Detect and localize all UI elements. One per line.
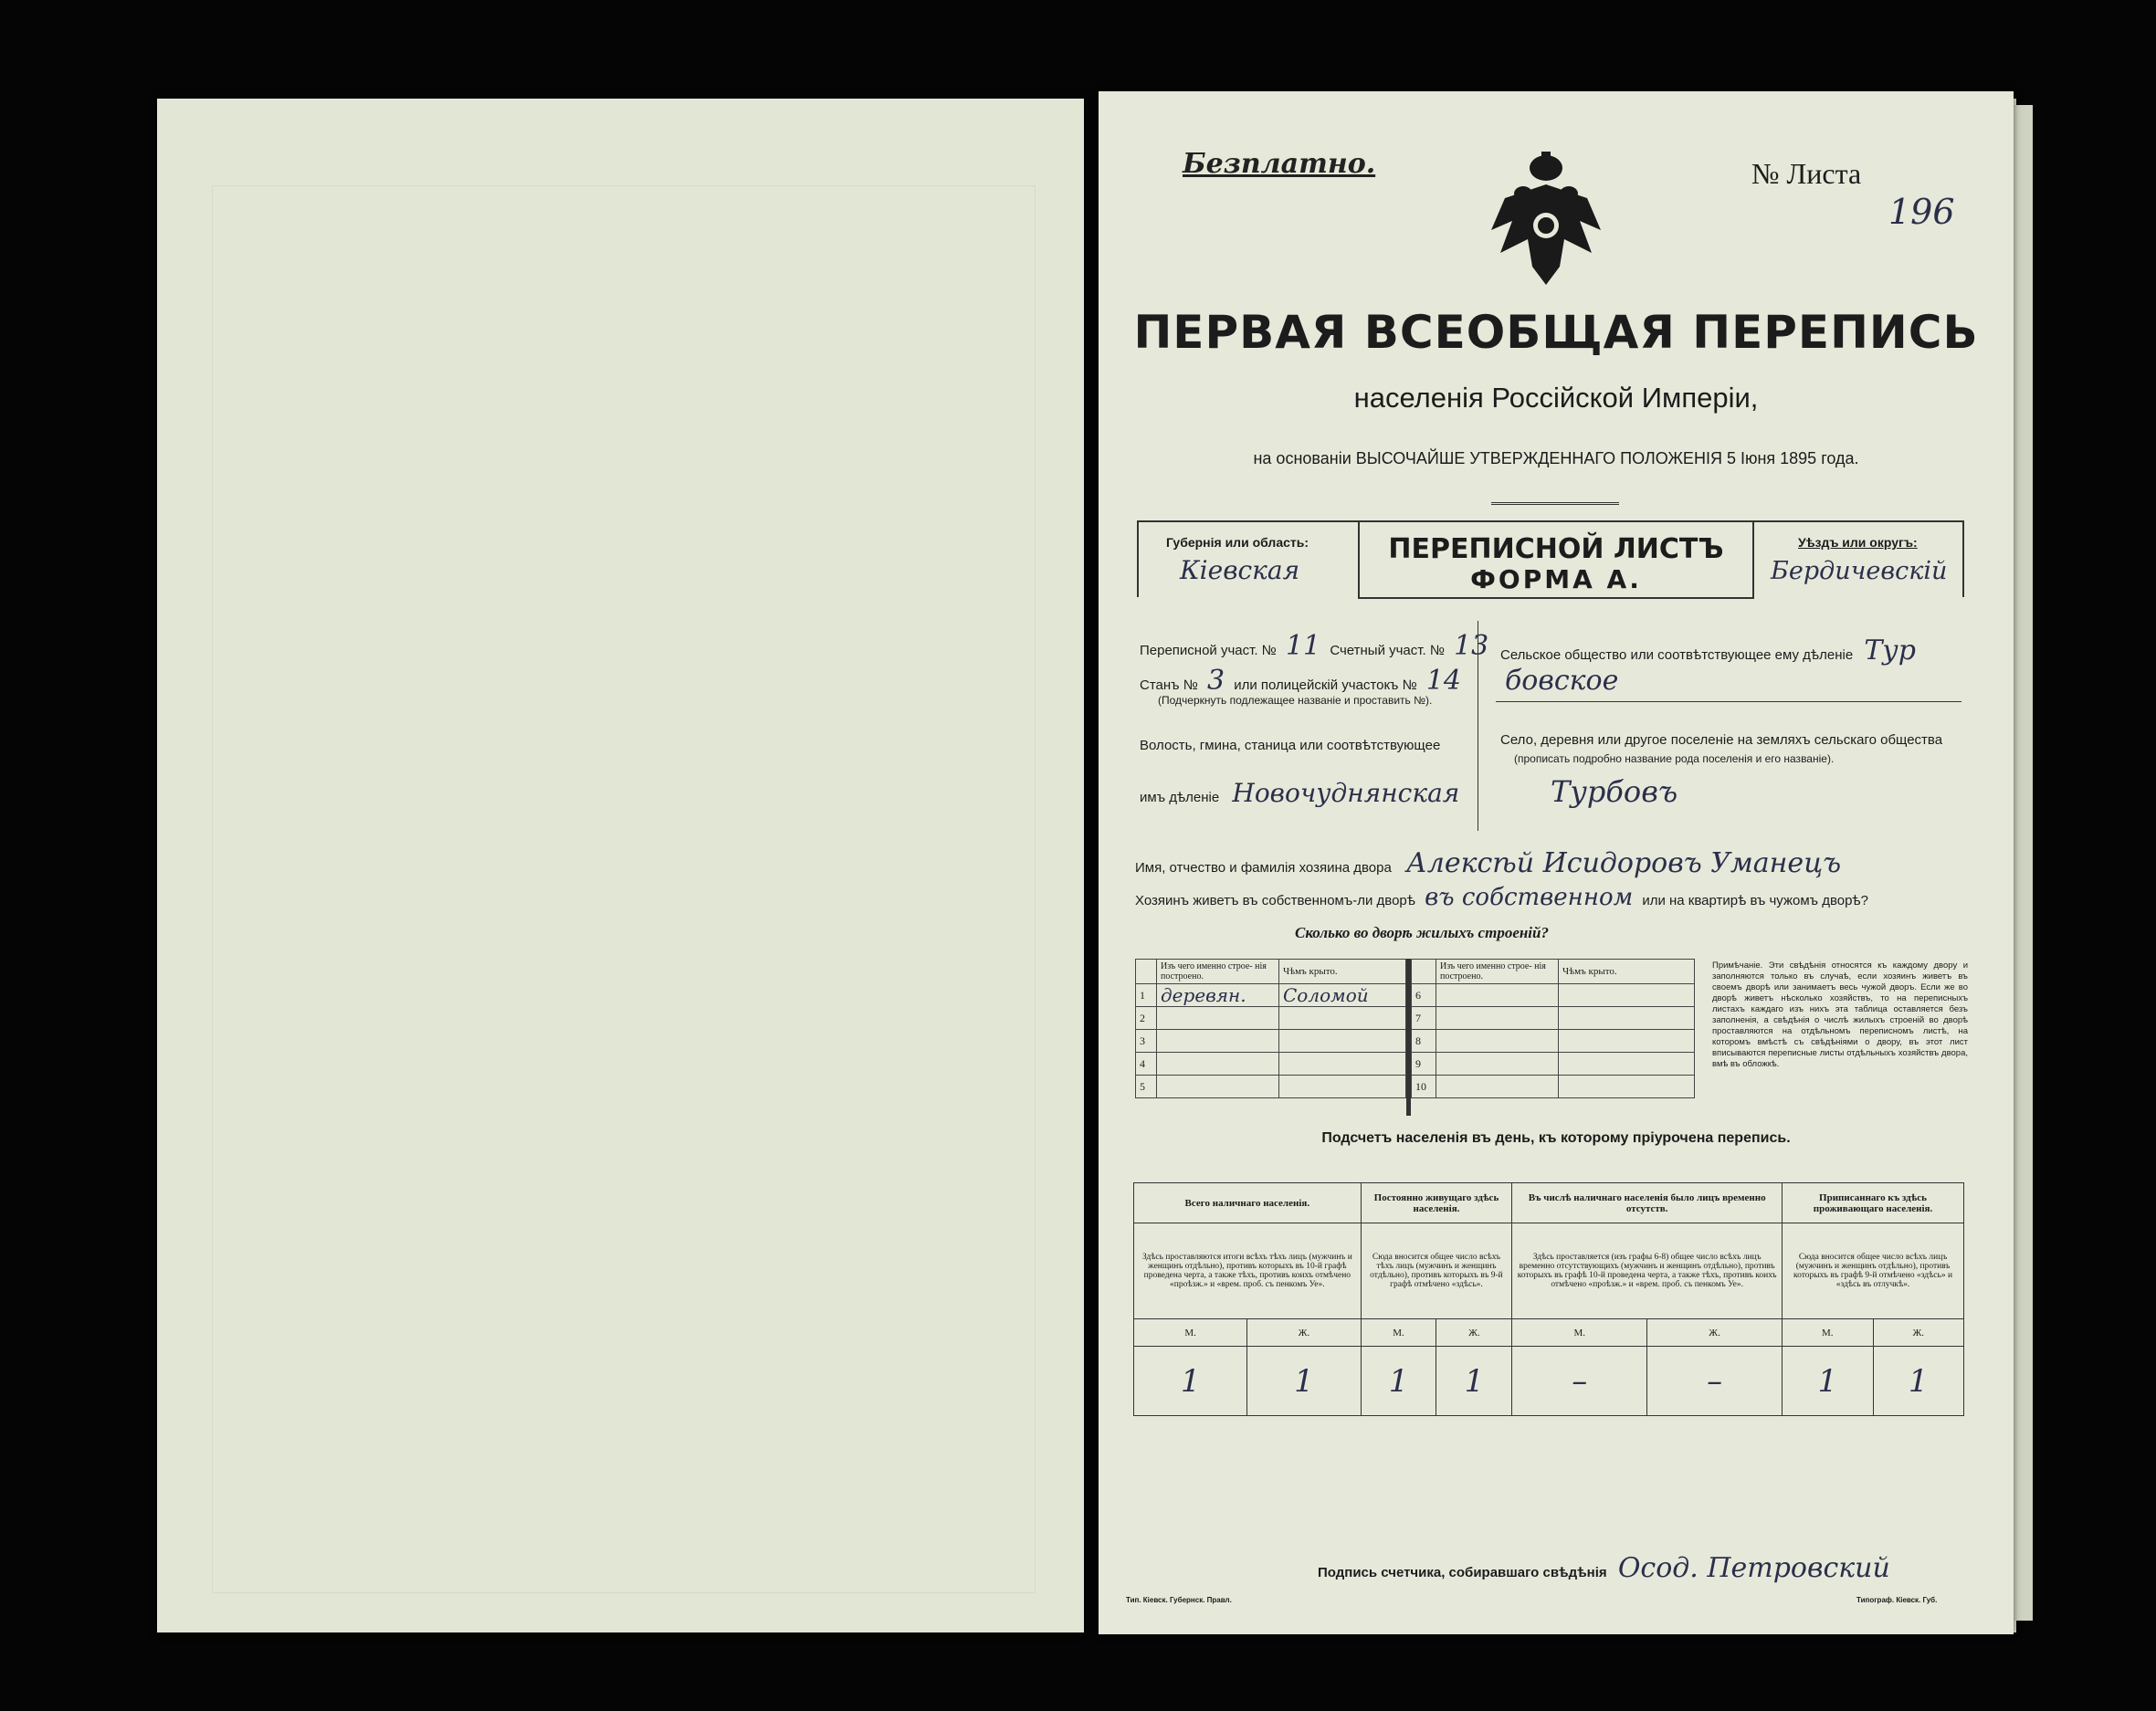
stan-label: Станъ №: [1140, 677, 1198, 693]
group-title: Приписаннаго къ здѣсь проживающаго населенія.: [1783, 1183, 1964, 1223]
village-value: Турбовъ: [1551, 774, 1678, 809]
building-roof: [1279, 1053, 1406, 1076]
count-male: 1: [1783, 1347, 1873, 1416]
census-section-value: 11: [1285, 630, 1321, 662]
owner-label: Имя, отчество и фамилія хозяина двора: [1135, 860, 1392, 876]
building-material: [1157, 1076, 1279, 1098]
building-material: [1157, 1030, 1279, 1053]
building-material: [1436, 984, 1559, 1007]
row-number: 3: [1136, 1030, 1157, 1053]
counts-table: [1133, 1182, 1964, 1416]
building-row: [1412, 1007, 1695, 1030]
f-label: Ж.: [1873, 1319, 1964, 1347]
row-number: 8: [1412, 1030, 1436, 1053]
building-row: [1136, 1053, 1406, 1076]
census-section-label: Переписной участ. №: [1140, 643, 1277, 658]
stan-field: [1140, 665, 1461, 697]
group-title: Постоянно живущаго здѣсь населенія.: [1361, 1183, 1512, 1223]
building-roof: [1279, 1030, 1406, 1053]
census-subtitle: населенія Россійской Имперіи,: [1353, 382, 1759, 414]
group-title: Всего наличнаго населенія.: [1134, 1183, 1362, 1223]
building-roof: [1559, 1007, 1695, 1030]
building-row: [1412, 984, 1695, 1007]
province-box: [1137, 520, 1358, 597]
signature-label: Подпись счетчика, собиравшаго свѣдѣнія: [1318, 1565, 1607, 1580]
village-label: Село, деревня или другое поселеніе на земляхъ сельскаго общества: [1500, 732, 1943, 748]
volost-value: Новочуднянская: [1232, 778, 1460, 808]
society-label: Сельское общество или соотвѣтствующее ему дѣленіе: [1500, 647, 1854, 663]
building-roof: [1559, 1076, 1695, 1098]
row-number: 4: [1136, 1053, 1157, 1076]
count-female: 1: [1247, 1347, 1361, 1416]
census-title: ПЕРВАЯ ВСЕОБЩАЯ ПЕРЕПИСЬ: [1133, 306, 1979, 359]
row-number: 1: [1136, 984, 1157, 1007]
f-label: Ж.: [1247, 1319, 1361, 1347]
volost-field: [1140, 778, 1459, 808]
group-desc: Здѣсь проставляется (изъ графы 6-8) общее число всѣхъ лицъ временно отсутствующихъ (мужчинъ и женщинъ отдѣльно), противъ которыхъ въ графѣ 10-й проведена черта, а также тѣхъ, противъ коихъ отмѣчено «проѣзж.» и «врем. проб. съ пенкомъ Уе».: [1512, 1223, 1783, 1319]
m-label: М.: [1512, 1319, 1647, 1347]
building-roof: Соломой: [1279, 984, 1406, 1007]
buildings-table: [1135, 959, 1695, 1116]
census-section-field: [1140, 630, 1488, 662]
f-label: Ж.: [1647, 1319, 1783, 1347]
signature-field: [1318, 1552, 1890, 1584]
building-material: [1436, 1030, 1559, 1053]
owner-value: Алексѣй Исидоровъ Уманецъ: [1406, 847, 1842, 879]
group-desc: Сюда вносится общее число всѣхъ лицъ (мужчинъ и женщинъ отдѣльно), противъ которыхъ въ графѣ 9-й отмѣчено «здѣсь» и «здѣсь въ отлучкѣ».: [1783, 1223, 1964, 1319]
lives-label-2: или на квартирѣ въ чужомъ дворѣ?: [1642, 893, 1868, 908]
police-label: или полицейскій участокъ №: [1234, 677, 1417, 693]
row-number: 10: [1412, 1076, 1436, 1098]
count-female: 1: [1436, 1347, 1512, 1416]
row-number: 7: [1412, 1007, 1436, 1030]
count-female: 1: [1873, 1347, 1964, 1416]
lives-label-1: Хозяинъ живетъ въ собственномъ-ли дворѣ: [1135, 893, 1415, 908]
signature-value: Осод. Петровский: [1617, 1552, 1890, 1584]
building-material: [1157, 1007, 1279, 1030]
buildings-note: Примѣчаніе. Эти свѣдѣнія относятся къ каждому двору и заполняются только въ случаѣ, если хозяинъ живетъ въ своемъ дворѣ или занимаетъ весь чужой дворъ. Если же во дворѣ живетъ нѣсколько хозяйствъ, то на переписныхъ листахъ каждаго изъ нихъ эта таблица оставляется безъ заполненія, а свѣдѣнія о числѣ жилыхъ строеній во дворѣ проставляются на отдѣльномъ переписномъ листѣ, на которомъ вмѣстѣ съ свѣдѣніями о двору, въ этот лист вписываются переписные листы отдѣльныхъ хозяйствъ двора, вмѣ въ обложкѣ.: [1712, 960, 1968, 1069]
m-label: М.: [1134, 1319, 1247, 1347]
form-title-1: ПЕРЕПИСНОЙ ЛИСТЪ: [1388, 533, 1724, 565]
group-desc: Здѣсь проставляются итоги всѣхъ тѣхъ лицъ (мужчинъ и женщинъ отдѣльно), противъ которыхъ въ 10-й графѣ проведена черта, а также тѣхъ, противъ коихъ отмѣчено «проѣзж.» и «врем. проб. съ пенкомъ Уе».: [1134, 1223, 1362, 1319]
col-what-header: Изъ чего именно строе- нія построено.: [1157, 960, 1279, 984]
group-title: Въ числѣ наличнаго населенія было лицъ временно отсутств.: [1512, 1183, 1783, 1223]
col-what-header-2: Изъ чего именно строе- нія построено.: [1436, 960, 1559, 984]
owner-field: [1135, 847, 1841, 879]
sheet-number: [1751, 157, 1955, 232]
free-label: Безплатно.: [1183, 148, 1376, 180]
count-section-label: Счетный участ. №: [1330, 643, 1445, 658]
building-row: [1412, 1030, 1695, 1053]
row-number: 2: [1136, 1007, 1157, 1030]
building-roof: [1279, 1076, 1406, 1098]
society-line: [1496, 701, 1961, 702]
counts-heading: Подсчетъ населенія въ день, къ которому пріурочена перепись.: [1321, 1130, 1791, 1146]
building-row: [1412, 1076, 1695, 1098]
col-roof-header: Чѣмъ крыто.: [1279, 960, 1406, 984]
count-male: –: [1512, 1347, 1647, 1416]
left-page: [157, 99, 1084, 1632]
footer-right: Типограф. Кіевск. Губ.: [1856, 1596, 1938, 1604]
district-label: Уѣздъ или округъ:: [1798, 535, 1918, 550]
building-row: [1136, 1007, 1406, 1030]
row-number: 5: [1136, 1076, 1157, 1098]
building-roof: [1559, 1053, 1695, 1076]
district-value: Бердичевскій: [1771, 557, 1948, 585]
building-material: [1157, 1053, 1279, 1076]
stan-value: 3: [1206, 665, 1225, 697]
province-value: Кіевская: [1180, 555, 1300, 585]
form-title-2: ФОРМА А.: [1470, 564, 1642, 594]
form-title-box: [1358, 520, 1754, 599]
group-desc: Сюда вносится общее число всѣхъ тѣхъ лицъ (мужчинъ и женщинъ отдѣльно), противъ которыхъ въ 9-й графѣ отмѣчено «здѣсь».: [1361, 1223, 1512, 1319]
building-material: [1436, 1007, 1559, 1030]
society-value-2: бовское: [1505, 665, 1619, 697]
footer-left: Тип. Кіевск. Губернск. Правл.: [1126, 1596, 1232, 1604]
province-label: Губернія или область:: [1166, 535, 1309, 550]
village-note: (прописать подробно название рода поселенія и его названіе).: [1514, 752, 1835, 765]
district-box: [1752, 520, 1964, 597]
society-field: [1500, 635, 1916, 667]
building-material: [1436, 1076, 1559, 1098]
building-row: [1136, 984, 1406, 1007]
building-row: [1136, 1030, 1406, 1053]
building-material: [1436, 1053, 1559, 1076]
building-row: [1412, 1053, 1695, 1076]
police-value: 14: [1425, 665, 1462, 697]
count-male: 1: [1361, 1347, 1436, 1416]
sheet-number-value: 196: [1888, 192, 1955, 232]
building-roof: [1559, 984, 1695, 1007]
lives-field: [1135, 884, 1868, 911]
building-material: деревян.: [1157, 984, 1279, 1007]
count-section-value: 13: [1454, 630, 1489, 662]
m-label: М.: [1783, 1319, 1873, 1347]
society-value-1: Тур: [1864, 635, 1916, 667]
count-male: 1: [1134, 1347, 1247, 1416]
lives-value: въ собственном: [1425, 884, 1634, 911]
m-label: М.: [1361, 1319, 1436, 1347]
faded-grid: [212, 185, 1036, 1593]
ornament-divider: [1491, 502, 1619, 505]
coat-of-arms-icon: [1487, 148, 1605, 294]
building-roof: [1279, 1007, 1406, 1030]
f-label: Ж.: [1436, 1319, 1512, 1347]
col-roof-header-2: Чѣмъ крыто.: [1559, 960, 1695, 984]
volost-label-2: имъ дѣленіе: [1140, 790, 1220, 805]
row-number: 6: [1412, 984, 1436, 1007]
census-form-page: [1099, 91, 2014, 1634]
buildings-question: Сколько во дворѣ жилыхъ строеній?: [1295, 924, 1549, 941]
census-basis: на основаніи ВЫСОЧАЙШЕ УТВЕРЖДЕННАГО ПОЛОЖЕНІЯ 5 Іюня 1895 года.: [1253, 449, 1859, 467]
sheet-number-label: № Листа: [1751, 157, 1862, 190]
building-roof: [1559, 1030, 1695, 1053]
count-female: –: [1647, 1347, 1783, 1416]
row-number: 9: [1412, 1053, 1436, 1076]
volost-label: Волость, гмина, станица или соотвѣтствующее: [1140, 738, 1441, 753]
building-row: [1136, 1076, 1406, 1098]
underline-note: (Подчеркнуть подлежащее названіе и проставить №).: [1158, 694, 1433, 707]
